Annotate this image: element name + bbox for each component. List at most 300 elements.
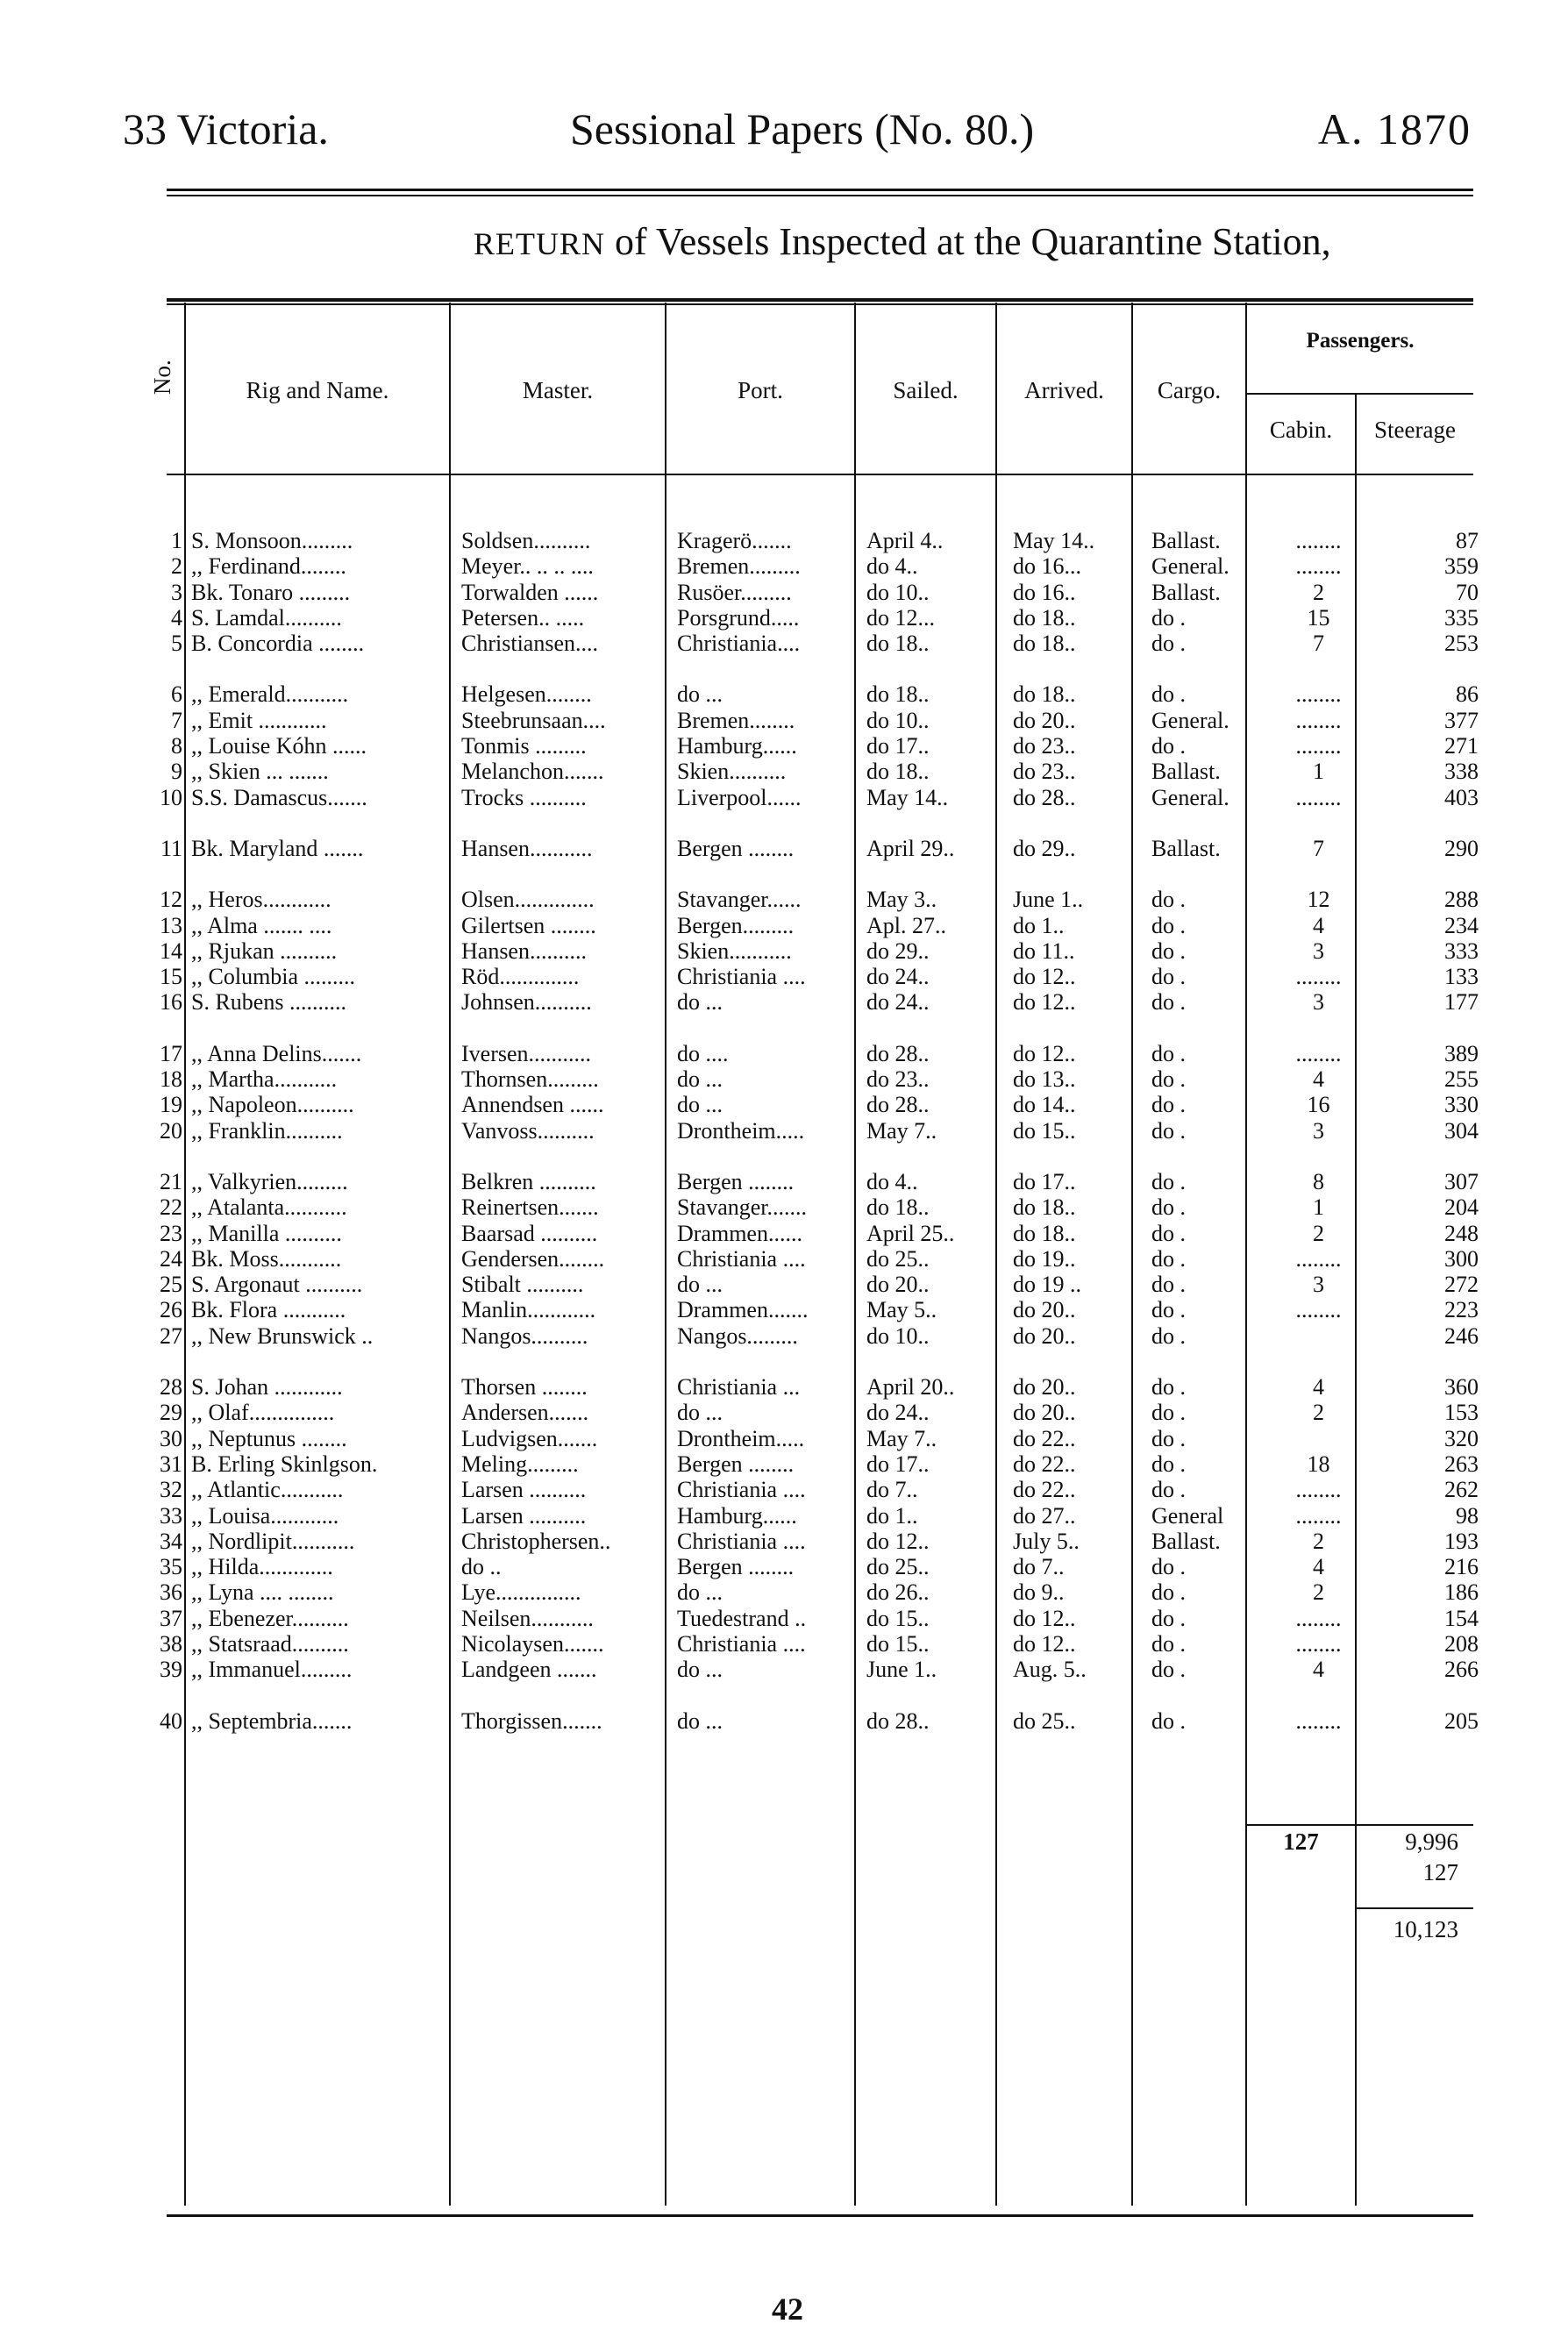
cell-steerage: 338 [1444, 759, 1479, 785]
cell-master: Thorsen ........ [461, 1374, 588, 1401]
cell-cargo: do . [1151, 1272, 1186, 1298]
cell-port: Stavanger....... [677, 1194, 808, 1221]
cell-cabin: ........ [1295, 1040, 1342, 1066]
table-row [0, 1708, 1487, 1734]
cell-arrived: do 20.. [1013, 1400, 1076, 1426]
cell-name: ,, Ebenezer.......... [191, 1605, 349, 1631]
cell-port: Christiania .... [677, 1528, 806, 1554]
cell-master: Johnsen.......... [461, 989, 592, 1016]
cell-cabin: 2 [1313, 1579, 1324, 1606]
cell-cabin: 4 [1313, 1374, 1324, 1401]
cell-name: ,, Septembria....... [191, 1707, 353, 1734]
cell-cargo: Ballast. [1151, 1528, 1221, 1554]
cell-steerage: 300 [1444, 1245, 1479, 1272]
cell-name: ,, Emit ............ [191, 707, 327, 733]
cell-cabin: 18 [1307, 1451, 1330, 1477]
cell-port: Bergen......... [677, 912, 795, 938]
cell-name: ,, Manilla .......... [191, 1220, 342, 1246]
cell-cabin: 2 [1313, 579, 1324, 605]
cell-port: Hamburg...... [677, 1502, 797, 1529]
cell-arrived: do 14.. [1013, 1092, 1076, 1118]
cell-port: Bergen ........ [677, 1451, 795, 1477]
cell-cabin: ........ [1295, 707, 1342, 733]
cell-master: Belkren .......... [461, 1168, 596, 1194]
cell-arrived: do 23.. [1013, 733, 1076, 759]
cell-cabin: ........ [1295, 964, 1342, 990]
cell-master: Gilertsen ........ [461, 912, 596, 938]
cell-no: 39 [160, 1657, 182, 1683]
cell-no: 35 [160, 1554, 182, 1580]
cell-master: Nangos.......... [461, 1322, 588, 1349]
cell-cargo: do . [1151, 1092, 1186, 1118]
cell-port: do ... [677, 681, 723, 708]
vessels-table [0, 528, 1487, 1734]
cell-no: 31 [160, 1451, 182, 1477]
cell-cabin: 7 [1313, 631, 1324, 657]
cell-arrived: do 27.. [1013, 1502, 1076, 1529]
cell-no: 40 [160, 1707, 182, 1734]
cell-steerage: 403 [1444, 784, 1479, 810]
cell-no: 15 [160, 964, 182, 990]
cell-port: do ... [677, 1579, 723, 1606]
cell-name: ,, Immanuel......... [191, 1657, 353, 1683]
cell-sailed: do 24.. [866, 989, 930, 1016]
cell-sailed: do 12.. [866, 1528, 930, 1554]
cell-no: 30 [160, 1425, 182, 1451]
table-row [0, 1041, 1487, 1066]
cell-sailed: do 28.. [866, 1092, 930, 1118]
cell-sailed: do 15.. [866, 1630, 930, 1657]
cell-steerage: 288 [1444, 887, 1479, 913]
cell-cargo: do . [1151, 912, 1186, 938]
cell-cargo: General. [1151, 707, 1229, 733]
cell-steerage: 248 [1444, 1220, 1479, 1246]
cell-cargo: do . [1151, 1657, 1186, 1683]
cell-port: do ... [677, 1400, 723, 1426]
cell-arrived: do 9.. [1013, 1579, 1065, 1606]
cell-sailed: do 18.. [866, 1194, 930, 1221]
cell-master: Christiansen.... [461, 631, 598, 657]
cell-steerage: 263 [1444, 1451, 1479, 1477]
cell-cargo: General. [1151, 784, 1229, 810]
table-top-rule-thin [167, 303, 1473, 305]
table-row [0, 785, 1487, 810]
col-header-arrived: Arrived. [1024, 377, 1104, 403]
cell-arrived: do 20.. [1013, 1322, 1076, 1349]
cell-name: ,, Heros............ [191, 887, 331, 913]
cell-cabin: 4 [1313, 912, 1324, 938]
cell-arrived: do 12.. [1013, 1040, 1076, 1066]
cell-arrived: do 1.. [1013, 912, 1065, 938]
cell-steerage: 335 [1444, 604, 1479, 631]
cell-master: Lye............... [461, 1579, 581, 1606]
cell-master: Steebrunsaan.... [461, 707, 606, 733]
cell-arrived: do 11.. [1013, 937, 1075, 964]
cell-port: Rusöer......... [677, 579, 792, 605]
table-row [0, 580, 1487, 605]
table-row [0, 913, 1487, 938]
cell-master: Reinertsen....... [461, 1194, 599, 1221]
cell-no: 37 [160, 1605, 182, 1631]
cell-master: Baarsad .......... [461, 1220, 598, 1246]
cell-master: Gendersen........ [461, 1245, 605, 1272]
table-row [0, 1657, 1487, 1682]
table-row [0, 1529, 1487, 1554]
col-header-cargo: Cargo. [1157, 377, 1222, 403]
cell-name: Bk. Moss........... [191, 1245, 342, 1272]
table-row [0, 681, 1487, 707]
cell-cabin: ........ [1295, 681, 1342, 708]
cell-arrived: do 13.. [1013, 1066, 1076, 1093]
cell-steerage: 86 [1456, 681, 1479, 708]
cell-port: Hamburg...... [677, 733, 797, 759]
col-header-cabin: Cabin. [1269, 417, 1333, 443]
cell-no: 9 [171, 759, 182, 785]
cell-arrived: do 23.. [1013, 759, 1076, 785]
cell-cabin: 2 [1313, 1400, 1324, 1426]
cell-cargo: do . [1151, 1425, 1186, 1451]
cell-port: Drammen...... [677, 1220, 802, 1246]
cell-cabin: 3 [1313, 937, 1324, 964]
cell-port: Kragerö....... [677, 528, 792, 553]
cell-no: 34 [160, 1528, 182, 1554]
title-return-word: RETURN [474, 226, 605, 261]
table-row [0, 528, 1487, 553]
cell-master: Nicolaysen....... [461, 1630, 604, 1657]
cell-cabin: ........ [1295, 1297, 1342, 1323]
total-rule [1245, 1824, 1473, 1826]
cell-sailed: do 4.. [866, 553, 918, 580]
cell-arrived: do 29.. [1013, 835, 1076, 861]
cell-no: 20 [160, 1117, 182, 1144]
group-spacer [0, 861, 1487, 887]
cell-port: do ... [677, 1272, 723, 1298]
cell-name: S. Argonaut .......... [191, 1272, 363, 1298]
cell-name: ,, Statsraad.......... [191, 1630, 349, 1657]
cell-name: ,, New Brunswick .. [191, 1322, 374, 1349]
cell-sailed: May 5.. [866, 1297, 937, 1323]
cell-steerage: 304 [1444, 1117, 1479, 1144]
cell-name: B. Concordia ........ [191, 631, 365, 657]
cell-master: Melanchon....... [461, 759, 604, 785]
cell-port: Porsgrund..... [677, 604, 800, 631]
cell-sailed: do 17.. [866, 1451, 930, 1477]
cell-steerage: 266 [1444, 1657, 1479, 1683]
cell-steerage: 290 [1444, 835, 1479, 861]
cell-steerage: 320 [1444, 1425, 1479, 1451]
cell-sailed: May 7.. [866, 1425, 937, 1451]
cell-master: Meling......... [461, 1451, 579, 1477]
cell-name: ,, Valkyrien......... [191, 1168, 348, 1194]
document-title [474, 219, 1331, 264]
cell-no: 29 [160, 1400, 182, 1426]
cell-name: ,, Lyna .... ........ [191, 1579, 334, 1606]
cell-steerage: 255 [1444, 1066, 1479, 1093]
cell-sailed: do 28.. [866, 1040, 930, 1066]
cell-name: ,, Columbia ......... [191, 964, 356, 990]
cell-cabin: 1 [1313, 1194, 1324, 1221]
table-row [0, 733, 1487, 759]
cell-name: S. Johan ............ [191, 1374, 343, 1401]
cell-no: 11 [160, 835, 182, 861]
cell-cabin: 16 [1307, 1092, 1330, 1118]
cell-master: Tonmis ......... [461, 733, 587, 759]
cell-master: Olsen.............. [461, 887, 595, 913]
cell-steerage: 253 [1444, 631, 1479, 657]
cell-cargo: do . [1151, 1554, 1186, 1580]
cell-steerage: 208 [1444, 1630, 1479, 1657]
cell-cargo: do . [1151, 1605, 1186, 1631]
cell-name: ,, Neptunus ........ [191, 1425, 347, 1451]
table-row [0, 1194, 1487, 1220]
cell-steerage: 133 [1444, 964, 1479, 990]
cell-cargo: Ballast. [1151, 835, 1221, 861]
cell-cabin: ........ [1295, 1245, 1342, 1272]
cell-port: Liverpool...... [677, 784, 802, 810]
cell-master: Stibalt .......... [461, 1272, 584, 1298]
cell-cargo: do . [1151, 1322, 1186, 1349]
cell-cargo: do . [1151, 1220, 1186, 1246]
cell-no: 32 [160, 1477, 182, 1503]
cell-no: 16 [160, 989, 182, 1016]
cell-master: Petersen.. ..... [461, 604, 585, 631]
cell-port: Christiania.... [677, 631, 801, 657]
cell-no: 28 [160, 1374, 182, 1401]
cell-name: S.S. Damascus....... [191, 784, 367, 810]
cell-name: ,, Ferdinand........ [191, 553, 346, 580]
cell-cabin: ........ [1295, 784, 1342, 810]
cell-no: 24 [160, 1245, 182, 1272]
cell-master: Larsen .......... [461, 1502, 587, 1529]
table-row [0, 1374, 1487, 1400]
cell-master: Trocks .......... [461, 784, 587, 810]
cell-sailed: do 20.. [866, 1272, 930, 1298]
table-row [0, 989, 1487, 1015]
cell-cabin: 15 [1307, 604, 1330, 631]
cell-arrived: do 18.. [1013, 1194, 1076, 1221]
col-header-no: No. [149, 360, 175, 395]
cell-sailed: April 4.. [866, 528, 944, 553]
cell-name: ,, Emerald........... [191, 681, 349, 708]
cell-cabin: 2 [1313, 1220, 1324, 1246]
table-row [0, 1221, 1487, 1246]
cell-steerage: 186 [1444, 1579, 1479, 1606]
table-row [0, 1631, 1487, 1657]
cell-no: 21 [160, 1168, 182, 1194]
cell-arrived: do 15.. [1013, 1117, 1076, 1144]
cell-master: Neilsen........... [461, 1605, 594, 1631]
cell-name: ,, Hilda............. [191, 1554, 333, 1580]
table-row [0, 1066, 1487, 1092]
col-header-port: Port. [738, 377, 783, 403]
cell-cargo: do . [1151, 1040, 1186, 1066]
cell-name: Bk. Maryland ....... [191, 835, 364, 861]
cell-no: 18 [160, 1066, 182, 1093]
cell-cabin: ........ [1295, 1630, 1342, 1657]
cell-cargo: do . [1151, 1245, 1186, 1272]
cell-sailed: do 28.. [866, 1707, 930, 1734]
page-number: 42 [772, 2292, 803, 2327]
cell-cabin: 8 [1313, 1168, 1324, 1194]
cell-port: do .... [677, 1040, 729, 1066]
cell-sailed: do 15.. [866, 1605, 930, 1631]
cell-no: 22 [160, 1194, 182, 1221]
cell-no: 2 [171, 553, 182, 580]
cell-arrived: July 5.. [1013, 1528, 1080, 1554]
col-header-passengers: Passengers. [1306, 329, 1415, 353]
cell-sailed: June 1.. [866, 1657, 937, 1683]
cell-name: ,, Atlantic........... [191, 1477, 344, 1503]
cell-cargo: do . [1151, 1477, 1186, 1503]
cell-sailed: do 26.. [866, 1579, 930, 1606]
cell-master: Röd.............. [461, 964, 580, 990]
cell-arrived: do 25.. [1013, 1707, 1076, 1734]
table-row [0, 887, 1487, 912]
table-row [0, 1426, 1487, 1451]
cell-no: 19 [160, 1092, 182, 1118]
table-row [0, 1503, 1487, 1529]
cell-steerage: 271 [1444, 733, 1479, 759]
cell-steerage: 153 [1444, 1400, 1479, 1426]
cell-master: Torwalden ...... [461, 579, 599, 605]
cell-steerage: 272 [1444, 1272, 1479, 1298]
cell-port: Christiania .... [677, 1245, 806, 1272]
group-spacer [0, 810, 1487, 836]
table-top-rule [167, 298, 1473, 302]
cell-cabin: 3 [1313, 989, 1324, 1016]
cell-sailed: do 29.. [866, 937, 930, 964]
cell-no: 23 [160, 1220, 182, 1246]
cell-cargo: do . [1151, 1066, 1186, 1093]
cell-port: Bergen ........ [677, 835, 795, 861]
cell-sailed: do 25.. [866, 1245, 930, 1272]
cell-cargo: do . [1151, 1400, 1186, 1426]
cell-port: Christiania ... [677, 1374, 801, 1401]
cell-name: ,, Martha........... [191, 1066, 338, 1093]
cell-arrived: do 20.. [1013, 707, 1076, 733]
cell-steerage: 234 [1444, 912, 1479, 938]
table-row [0, 1092, 1487, 1117]
cell-arrived: June 1.. [1013, 887, 1084, 913]
cell-cabin: 3 [1313, 1272, 1324, 1298]
cell-steerage: 262 [1444, 1477, 1479, 1503]
cell-master: Hansen.......... [461, 937, 587, 964]
cell-cargo: do . [1151, 604, 1186, 631]
cell-arrived: do 17.. [1013, 1168, 1076, 1194]
cell-name: Bk. Tonaro ......... [191, 579, 351, 605]
cell-steerage: 87 [1456, 528, 1479, 553]
cell-arrived: do 16... [1013, 553, 1081, 580]
cell-master: Soldsen.......... [461, 528, 591, 553]
cell-cabin: ........ [1295, 528, 1342, 553]
group-spacer [0, 1016, 1487, 1041]
cell-arrived: do 18.. [1013, 604, 1076, 631]
cell-cargo: do . [1151, 733, 1186, 759]
cell-cargo: General [1151, 1502, 1224, 1529]
cell-no: 10 [160, 784, 182, 810]
cell-name: ,, Franklin.......... [191, 1117, 343, 1144]
cell-no: 36 [160, 1579, 182, 1606]
cell-name: ,, Anna Delins....... [191, 1040, 362, 1066]
cell-cabin: 7 [1313, 835, 1324, 861]
cell-arrived: do 28.. [1013, 784, 1076, 810]
cell-no: 26 [160, 1297, 182, 1323]
cell-master: Landgeen ....... [461, 1657, 597, 1683]
table-row [0, 1323, 1487, 1349]
cell-arrived: do 22.. [1013, 1451, 1076, 1477]
cell-name: ,, Napoleon.......... [191, 1092, 354, 1118]
cell-cabin: 12 [1307, 887, 1330, 913]
cell-steerage: 333 [1444, 937, 1479, 964]
cell-no: 27 [160, 1322, 182, 1349]
cell-port: do ... [677, 1657, 723, 1683]
table-row [0, 964, 1487, 989]
cell-arrived: do 22.. [1013, 1477, 1076, 1503]
cell-no: 5 [171, 631, 182, 657]
cell-sailed: do 24.. [866, 1400, 930, 1426]
table-row [0, 631, 1487, 656]
table-row [0, 553, 1487, 579]
cell-steerage: 377 [1444, 707, 1479, 733]
cell-name: Bk. Flora ........... [191, 1297, 346, 1323]
cell-name: ,, Nordlipit........... [191, 1528, 355, 1554]
cell-cargo: do . [1151, 1374, 1186, 1401]
cell-no: 4 [171, 604, 182, 631]
cell-steerage: 205 [1444, 1707, 1479, 1734]
cell-port: Drontheim..... [677, 1425, 805, 1451]
cell-cargo: do . [1151, 1297, 1186, 1323]
table-row [0, 1554, 1487, 1579]
group-spacer [0, 1144, 1487, 1169]
cell-cargo: Ballast. [1151, 759, 1221, 785]
cell-cabin [1264, 1323, 1373, 1349]
grand-total: 10,123 [1393, 1916, 1458, 1942]
cell-sailed: April 29.. [866, 835, 955, 861]
group-spacer [0, 656, 1487, 681]
cell-master: Thorgissen....... [461, 1707, 602, 1734]
cell-port: Bremen......... [677, 553, 801, 580]
cell-steerage: 359 [1444, 553, 1479, 580]
cell-no: 33 [160, 1502, 182, 1529]
table-row [0, 938, 1487, 964]
table-row [0, 1451, 1487, 1477]
cell-no: 14 [160, 937, 182, 964]
cell-sailed: do 4.. [866, 1168, 918, 1194]
table-row [0, 836, 1487, 861]
cell-steerage: 70 [1456, 579, 1479, 605]
cell-cargo: do . [1151, 1117, 1186, 1144]
table-row [0, 1169, 1487, 1194]
table-row [0, 1606, 1487, 1631]
cell-name: ,, Olaf............... [191, 1400, 335, 1426]
cell-name: ,, Skien ... ....... [191, 759, 329, 785]
cell-cabin: ........ [1295, 553, 1342, 580]
cell-name: S. Monsoon......... [191, 528, 353, 553]
cell-cargo: do . [1151, 681, 1186, 708]
col-header-steerage: Steerage [1374, 417, 1456, 443]
group-spacer [0, 1349, 1487, 1374]
cell-master: Helgesen........ [461, 681, 592, 708]
cell-port: do ... [677, 1066, 723, 1093]
cell-master: Larsen .......... [461, 1477, 587, 1503]
cell-cabin: ........ [1295, 1707, 1342, 1734]
table-row [0, 1297, 1487, 1322]
cell-arrived: May 14.. [1013, 528, 1095, 553]
cell-sailed: do 17.. [866, 733, 930, 759]
cell-master: Hansen........... [461, 835, 593, 861]
cell-arrived: do 19.. [1013, 1245, 1076, 1272]
cell-cabin: ........ [1295, 1502, 1342, 1529]
